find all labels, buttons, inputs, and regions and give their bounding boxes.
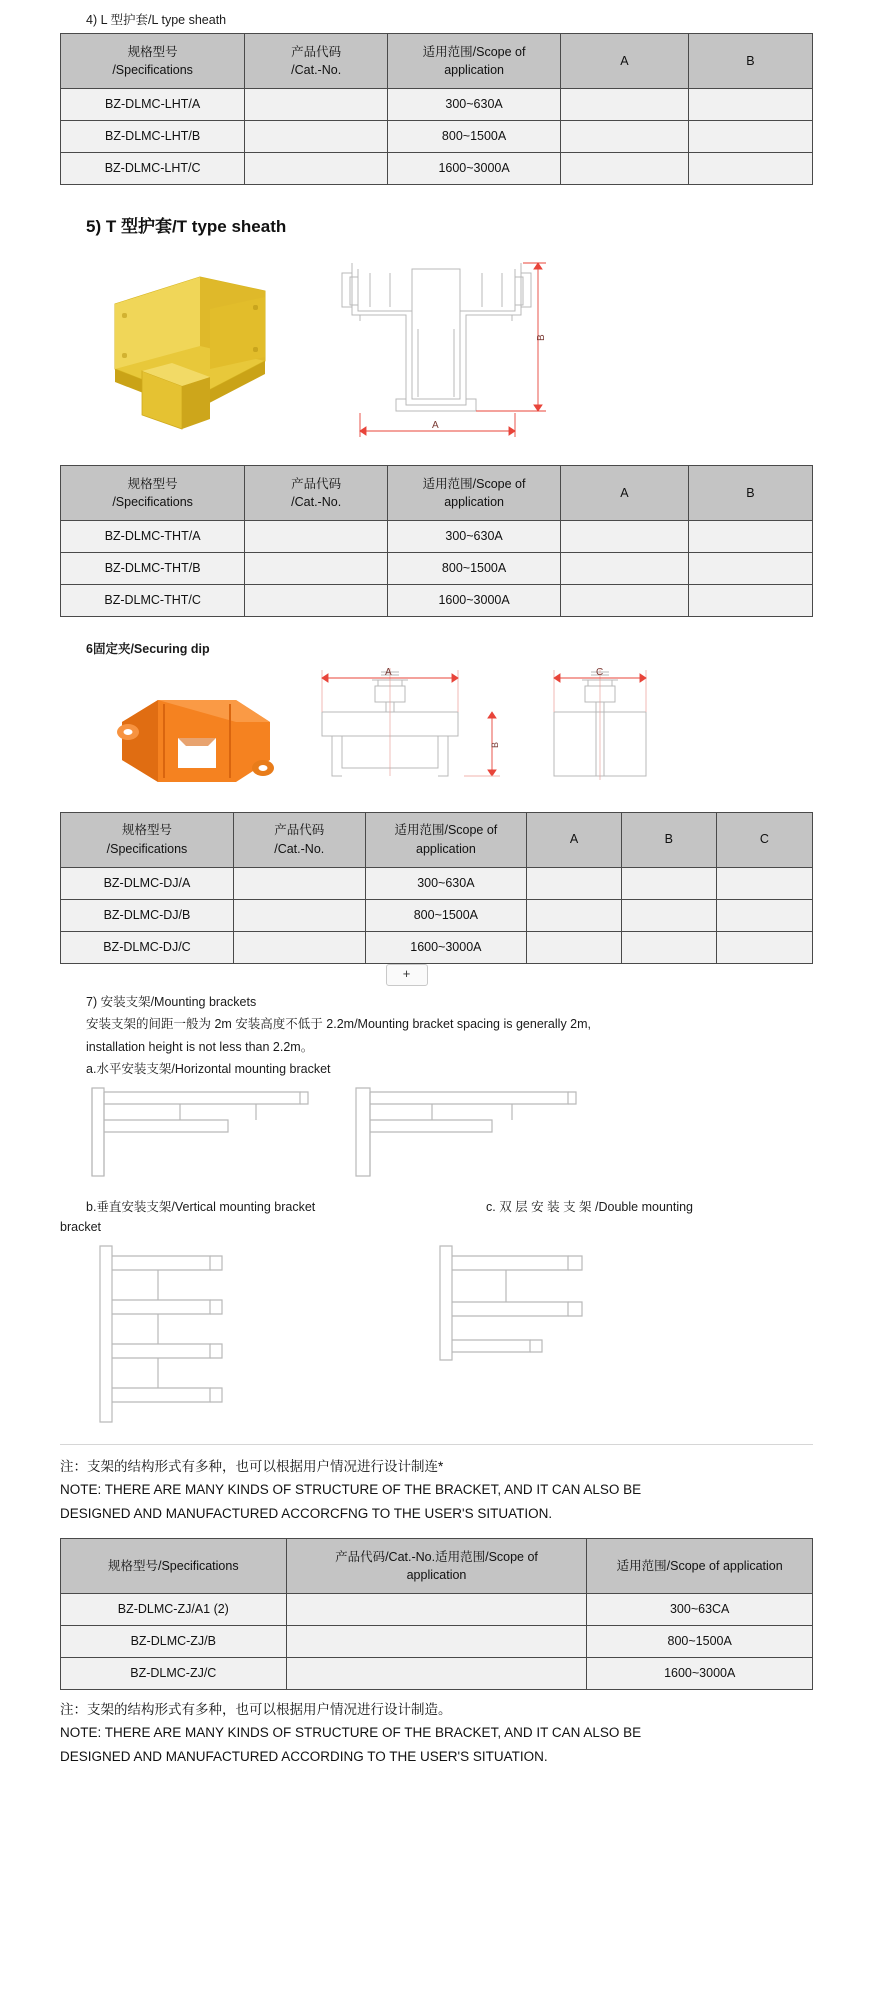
header-cn: 规格型号 bbox=[121, 823, 172, 838]
cell-catno bbox=[286, 1625, 587, 1657]
cell-a bbox=[561, 152, 689, 184]
cell-scope: 300~630A bbox=[388, 88, 561, 120]
section-6-heading: 6固定夹/Securing dip bbox=[86, 641, 210, 656]
table-row bbox=[61, 1593, 813, 1625]
cell-scope: 800~1500A bbox=[365, 899, 527, 931]
section-7-heading: 7) 安装支架/Mounting brackets bbox=[86, 994, 257, 1009]
lht-table-wrapper bbox=[60, 33, 813, 185]
cell-scope: 1600~3000A bbox=[587, 1657, 813, 1689]
table-row bbox=[61, 552, 813, 584]
cell-a bbox=[561, 552, 689, 584]
cell-spec: BZ-DLMC-THT/B bbox=[61, 552, 245, 584]
col-header-c: C bbox=[716, 812, 812, 867]
cell-spec: BZ-DLMC-LHT/C bbox=[61, 152, 245, 184]
cell-scope: 800~1500A bbox=[587, 1625, 813, 1657]
col-header-a: A bbox=[527, 812, 622, 867]
cell-catno bbox=[286, 1593, 587, 1625]
header-cn: 产品代码 bbox=[291, 44, 342, 59]
cell-b bbox=[688, 584, 812, 616]
dim-label-b: B bbox=[536, 334, 547, 341]
cell-spec: BZ-DLMC-THT/C bbox=[61, 584, 245, 616]
header-cn: 产品代码 bbox=[274, 823, 325, 838]
cell-c bbox=[716, 867, 812, 899]
note-top-cn: 注：支架的结构形式有多种，也可以根据用户情况进行设计制连* bbox=[60, 1458, 444, 1474]
section-7-paragraph-line1: 安装支架的间距一般为 2m 安装高度不低于 2.2m/Mounting bracket spacing is generally 2m, bbox=[86, 1017, 591, 1032]
cell-a bbox=[527, 867, 622, 899]
dj-spec-table bbox=[60, 812, 813, 964]
cell-b bbox=[621, 931, 716, 963]
header-en: application bbox=[416, 841, 476, 856]
cell-b bbox=[688, 88, 812, 120]
table-row bbox=[61, 899, 813, 931]
label-double-bracket-cont: bracket bbox=[60, 1220, 101, 1235]
bracket-labels-row bbox=[86, 1198, 813, 1217]
add-row-button[interactable]: + bbox=[386, 964, 428, 986]
securing-clip-photo bbox=[117, 700, 274, 782]
table-row bbox=[61, 867, 813, 899]
t-sheath-drawing bbox=[342, 263, 531, 411]
header-cn: 规格型号 bbox=[127, 44, 178, 59]
note-bottom-en-line1: NOTE: THERE ARE MANY KINDS OF STRUCTURE OF THE BRACKET, AND IT CAN ALSO BE bbox=[60, 1725, 642, 1741]
header-en: application bbox=[406, 1567, 467, 1582]
cell-catno bbox=[245, 120, 388, 152]
table-row bbox=[61, 1657, 813, 1689]
note-bottom-en-line2: DESIGNED AND MANUFACTURED ACCORDING TO THE USER'S SITUATION. bbox=[60, 1748, 548, 1764]
col-header-specifications: 规格型号/Specifications bbox=[61, 1538, 287, 1593]
col-header-specifications bbox=[61, 33, 245, 88]
cell-catno bbox=[245, 152, 388, 184]
clip-front-view bbox=[322, 668, 458, 776]
label-horizontal-bracket: a.水平安装支架/Horizontal mounting bracket bbox=[86, 1061, 331, 1076]
header-en: /Cat.-No. bbox=[291, 62, 342, 77]
table-row bbox=[61, 931, 813, 963]
header-cn: 适用范围/Scope of bbox=[422, 476, 526, 491]
t-sheath-photo bbox=[115, 277, 265, 429]
cell-scope: 300~630A bbox=[388, 520, 561, 552]
table-header-row bbox=[61, 33, 813, 88]
cell-scope: 800~1500A bbox=[388, 552, 561, 584]
table-header-row bbox=[61, 812, 813, 867]
header-en: application bbox=[444, 494, 504, 509]
cell-scope: 800~1500A bbox=[388, 120, 561, 152]
header-cn: 规格型号 bbox=[127, 476, 178, 491]
cell-a bbox=[561, 520, 689, 552]
table-row bbox=[61, 120, 813, 152]
cell-b bbox=[621, 867, 716, 899]
col-header-b: B bbox=[621, 812, 716, 867]
cell-a bbox=[561, 88, 689, 120]
col-header-catno bbox=[245, 33, 388, 88]
cell-catno bbox=[233, 867, 365, 899]
header-en: /Specifications bbox=[112, 62, 193, 77]
dj-table-wrapper bbox=[60, 812, 813, 964]
tht-spec-table bbox=[60, 465, 813, 617]
header-en: /Specifications bbox=[112, 494, 193, 509]
cell-scope: 1600~3000A bbox=[388, 152, 561, 184]
cell-catno bbox=[245, 552, 388, 584]
tht-table-wrapper bbox=[60, 465, 813, 617]
col-header-specifications bbox=[61, 465, 245, 520]
col-header-scope bbox=[365, 812, 527, 867]
zj-table-wrapper bbox=[60, 1538, 813, 1690]
cell-spec: BZ-DLMC-DJ/A bbox=[61, 867, 234, 899]
col-header-a: A bbox=[561, 33, 689, 88]
note-top-en-line1: NOTE: THERE ARE MANY KINDS OF STRUCTURE OF THE BRACKET, AND IT CAN ALSO BE bbox=[60, 1482, 642, 1498]
cell-spec: BZ-DLMC-DJ/B bbox=[61, 899, 234, 931]
cell-c bbox=[716, 899, 812, 931]
header-cn: 适用范围/Scope of bbox=[394, 823, 498, 838]
cell-catno bbox=[245, 520, 388, 552]
securing-clip-illustration bbox=[60, 664, 813, 804]
header-en: /Cat.-No. bbox=[274, 841, 325, 856]
clip-side-view bbox=[554, 668, 646, 780]
cell-spec: BZ-DLMC-ZJ/A1 (2) bbox=[61, 1593, 287, 1625]
cell-c bbox=[716, 931, 812, 963]
col-header-scope bbox=[388, 465, 561, 520]
section-5-heading: 5) T 型护套/T type sheath bbox=[86, 216, 287, 236]
cell-b bbox=[621, 899, 716, 931]
cell-scope: 300~630A bbox=[365, 867, 527, 899]
dim-label-b-clip: B bbox=[490, 741, 500, 748]
cell-spec: BZ-DLMC-LHT/B bbox=[61, 120, 245, 152]
cell-spec: BZ-DLMC-ZJ/C bbox=[61, 1657, 287, 1689]
double-bracket bbox=[440, 1246, 582, 1360]
cell-a bbox=[561, 584, 689, 616]
table-header-row bbox=[61, 465, 813, 520]
cell-scope: 1600~3000A bbox=[388, 584, 561, 616]
note-top-en-line2: DESIGNED AND MANUFACTURED ACCORCFNG TO THE USER'S SITUATION. bbox=[60, 1506, 553, 1522]
label-double-bracket: c. 双 层 安 装 支 架 /Double mounting bbox=[486, 1200, 694, 1215]
col-header-b: B bbox=[688, 33, 812, 88]
section-7-paragraph-line2: installation height is not less than 2.2m。 bbox=[86, 1040, 314, 1055]
dim-label-a: A bbox=[432, 419, 439, 431]
t-sheath-illustration bbox=[60, 249, 813, 449]
cell-catno bbox=[286, 1657, 587, 1689]
zj-spec-table bbox=[60, 1538, 813, 1690]
cell-b bbox=[688, 120, 812, 152]
cell-spec: BZ-DLMC-DJ/C bbox=[61, 931, 234, 963]
header-cn: 适用范围/Scope of bbox=[422, 44, 526, 59]
col-header-b: B bbox=[688, 465, 812, 520]
cell-spec: BZ-DLMC-THT/A bbox=[61, 520, 245, 552]
table-row bbox=[61, 152, 813, 184]
horizontal-bracket-drawing bbox=[60, 1080, 813, 1190]
t-sheath-figure bbox=[60, 249, 813, 449]
vertical-double-bracket-drawing bbox=[60, 1240, 813, 1430]
header-en: application bbox=[444, 62, 504, 77]
dim-label-a-clip: A bbox=[385, 666, 392, 678]
note-bottom-cn: 注：支架的结构形式有多种，也可以根据用户情况进行设计制造。 bbox=[60, 1701, 452, 1717]
table-row bbox=[61, 520, 813, 552]
cell-spec: BZ-DLMC-LHT/A bbox=[61, 88, 245, 120]
table-row bbox=[61, 584, 813, 616]
vertical-bracket bbox=[100, 1246, 222, 1422]
cell-b bbox=[688, 152, 812, 184]
col-header-scope bbox=[388, 33, 561, 88]
cell-catno bbox=[233, 931, 365, 963]
cell-a bbox=[527, 931, 622, 963]
cell-catno bbox=[245, 584, 388, 616]
cell-scope: 1600~3000A bbox=[365, 931, 527, 963]
cell-a bbox=[527, 899, 622, 931]
cell-b bbox=[688, 552, 812, 584]
col-header-catno-scope bbox=[286, 1538, 587, 1593]
table-header-row bbox=[61, 1538, 813, 1593]
cell-catno bbox=[233, 899, 365, 931]
header-cn: 产品代码 bbox=[291, 476, 342, 491]
col-header-specifications bbox=[61, 812, 234, 867]
header-en: /Cat.-No. bbox=[291, 494, 342, 509]
col-header-a: A bbox=[561, 465, 689, 520]
section-4-heading: 4) L 型护套/L type sheath bbox=[86, 13, 227, 27]
table-row bbox=[61, 1625, 813, 1657]
dim-label-c-clip: C bbox=[596, 666, 604, 678]
horizontal-bracket-figure bbox=[60, 1080, 813, 1190]
cell-catno bbox=[245, 88, 388, 120]
col-header-catno bbox=[233, 812, 365, 867]
cell-a bbox=[561, 120, 689, 152]
col-header-catno bbox=[245, 465, 388, 520]
cell-spec: BZ-DLMC-ZJ/B bbox=[61, 1625, 287, 1657]
cell-b bbox=[688, 520, 812, 552]
securing-clip-figure bbox=[60, 664, 813, 804]
vertical-double-bracket-figure bbox=[60, 1240, 813, 1430]
header-en: /Specifications bbox=[106, 841, 188, 856]
table-row bbox=[61, 88, 813, 120]
label-vertical-bracket: b.垂直安装支架/Vertical mounting bracket bbox=[86, 1200, 316, 1215]
lht-spec-table bbox=[60, 33, 813, 185]
header-cn: 产品代码/Cat.-No.适用范围/Scope of bbox=[335, 1549, 538, 1564]
col-header-scope: 适用范围/Scope of application bbox=[587, 1538, 813, 1593]
section-divider bbox=[60, 1444, 813, 1445]
cell-scope: 300~63CA bbox=[587, 1593, 813, 1625]
